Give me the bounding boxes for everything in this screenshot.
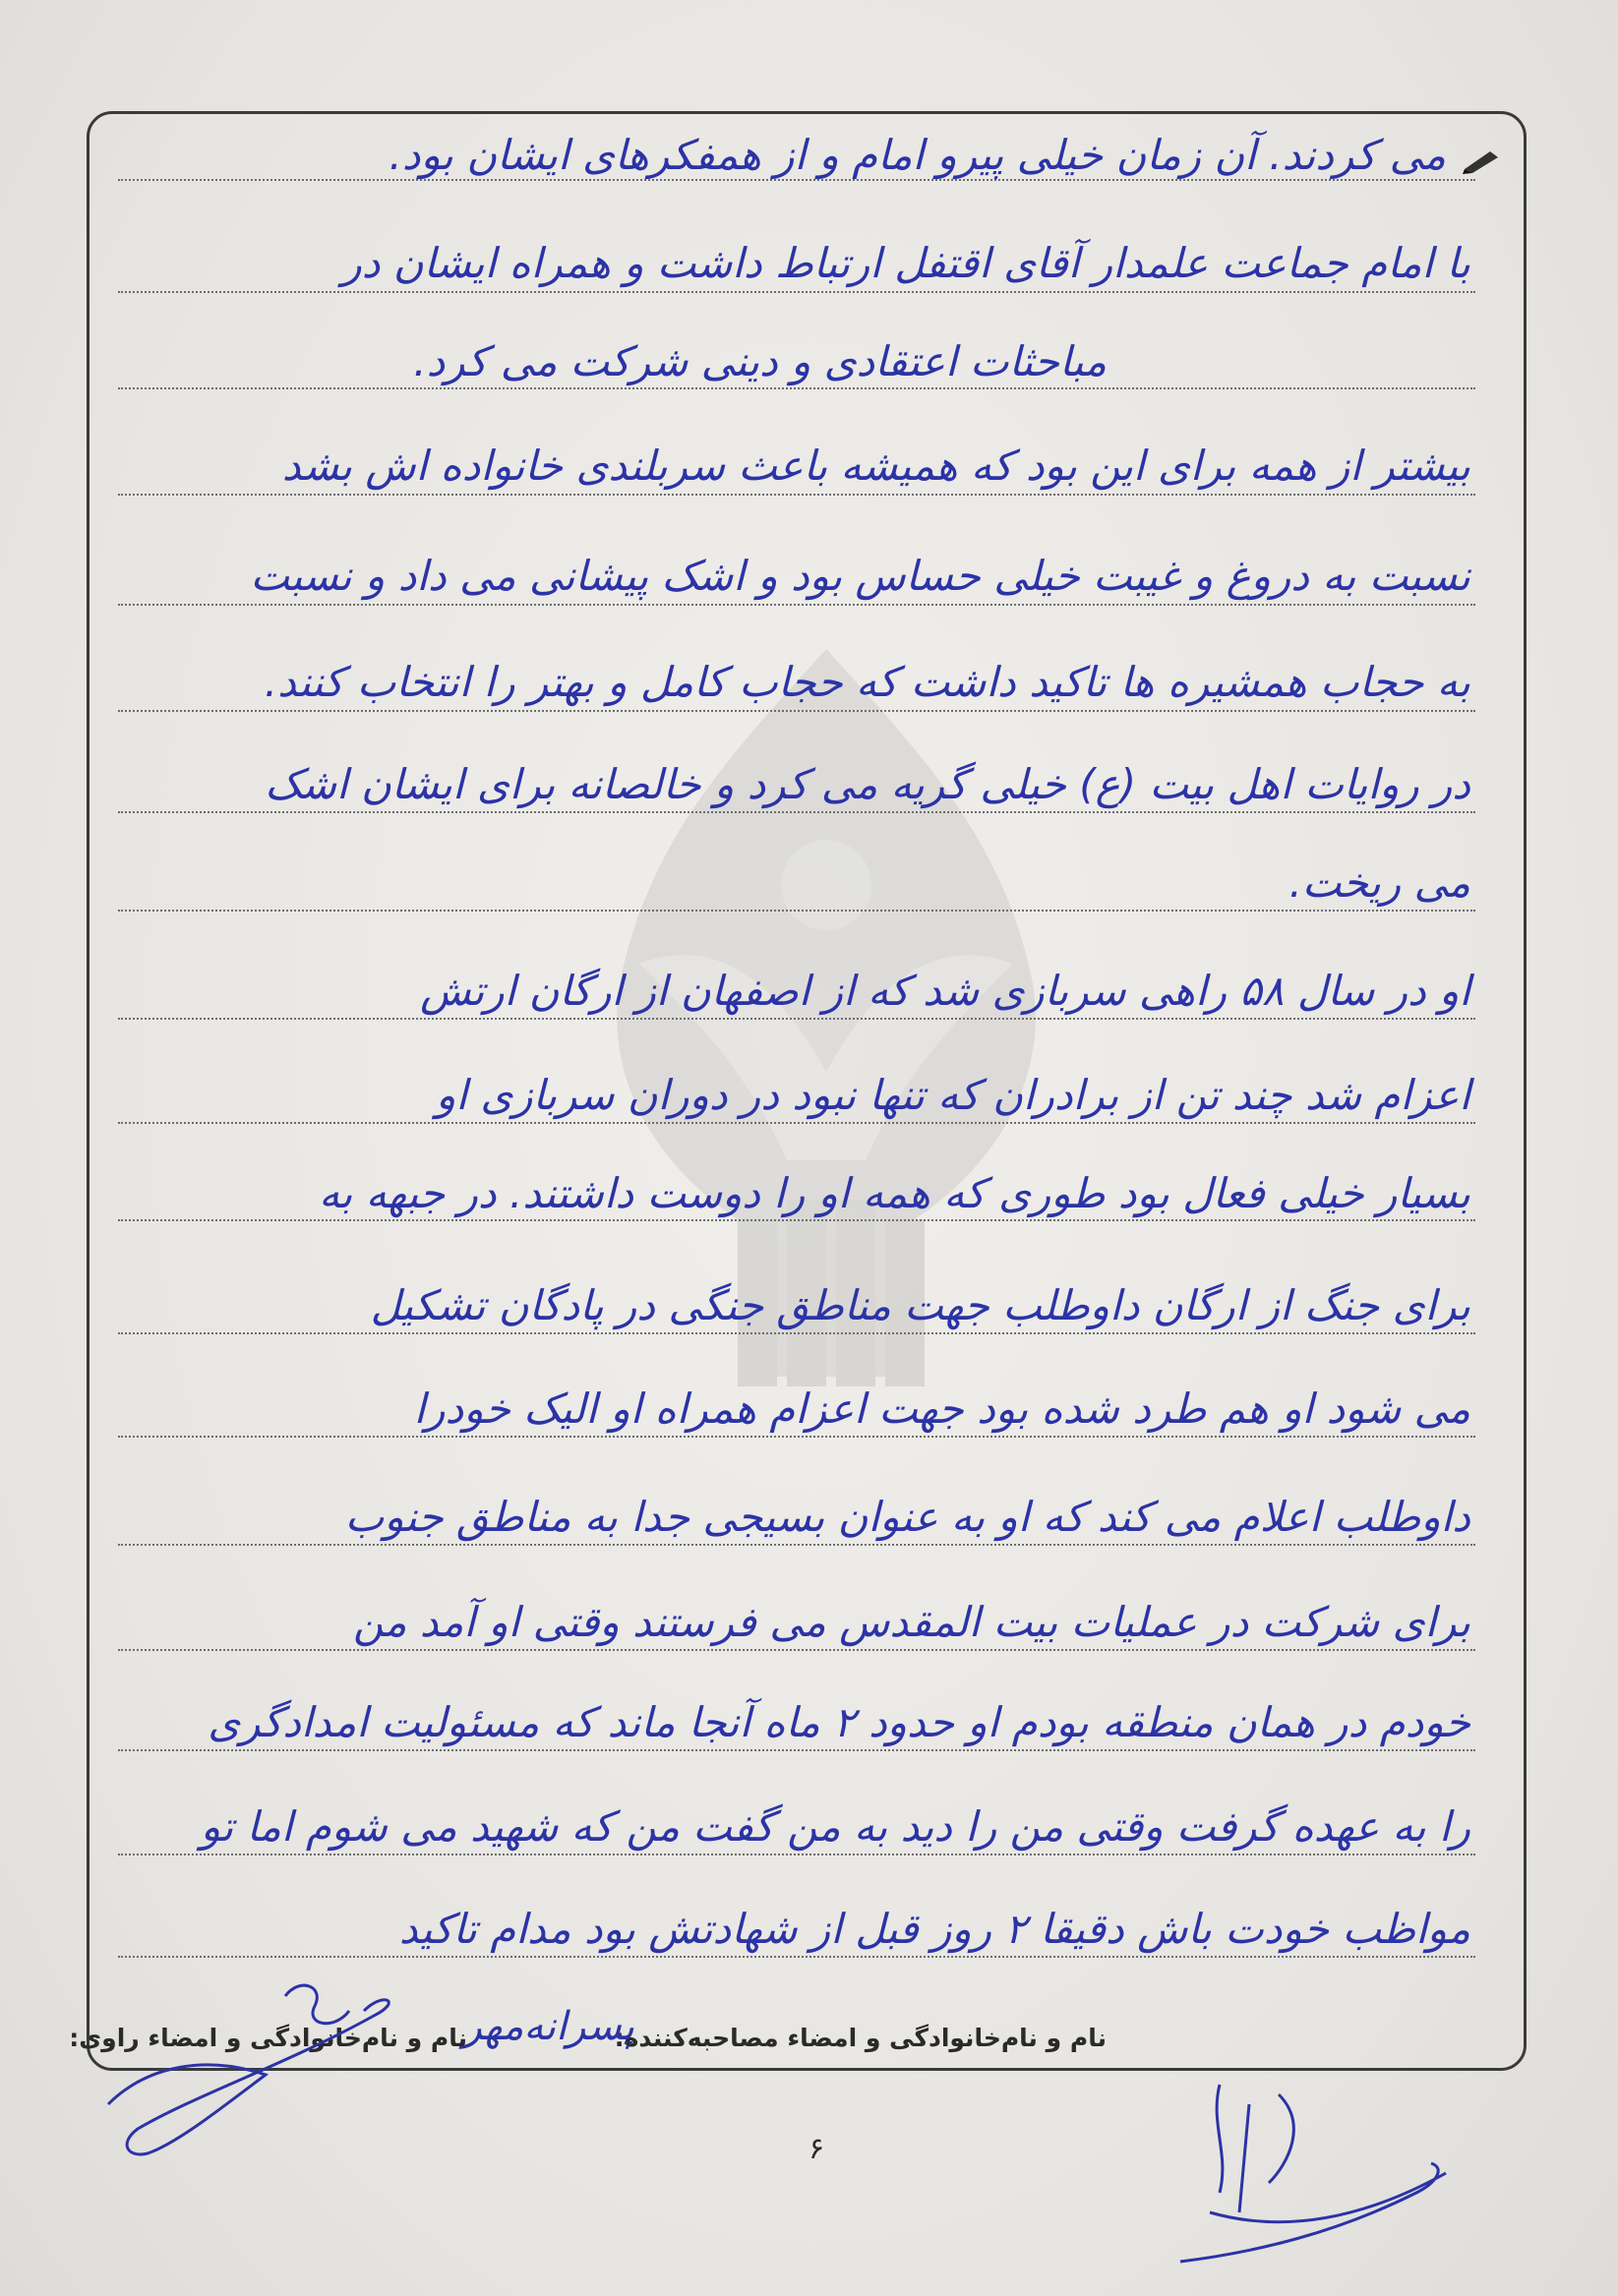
- rule-line: [118, 291, 1475, 293]
- handwritten-line: برای جنگ از ارگان داوطلب جهت مناطق جنگی در پادگان تشکیل: [370, 1281, 1470, 1329]
- signature-scribble: [984, 2065, 1495, 2291]
- page-number: ۶: [808, 2132, 825, 2166]
- rule-line: [118, 710, 1475, 712]
- handwritten-line: بیشتر از همه برای این بود که همیشه باعث سربلندی خانواده اش بشد: [281, 442, 1470, 490]
- rule-line: [118, 604, 1475, 606]
- rule-line: [118, 494, 1475, 496]
- handwritten-line: برای شرکت در عملیات بیت المقدس می فرستند وقتی او آمد من: [352, 1598, 1470, 1646]
- interviewer-label: نام و نام‌خانوادگی و امضاء مصاحبه‌کننده:: [614, 2024, 1107, 2052]
- handwritten-line: می شود او هم طرد شده بود جهت اعزام همراه او الیک خودرا: [413, 1384, 1470, 1433]
- handwritten-line: مواظب خودت باش دقیقا ۲ روز قبل از شهادتش بود مدام تاکید: [398, 1905, 1470, 1953]
- handwritten-line: اعزام شد چند تن از برادران که تنها نبود در دوران سربازی او: [436, 1071, 1470, 1119]
- handwritten-line: به حجاب همشیره ها تاکید داشت که حجاب کامل و بهتر را انتخاب کنند.: [264, 658, 1470, 706]
- signature-scribble: [89, 1957, 502, 2173]
- handwritten-line: مباحثات اعتقادی و دینی شرکت می کرد.: [413, 337, 1107, 385]
- handwritten-line: نسبت به دروغ و غیبت خیلی حساس بود و اشک پیشانی می داد و نسبت: [250, 552, 1470, 600]
- interviewer-name: پسرانه‌مهر: [462, 2004, 634, 2049]
- handwritten-line: می ریخت.: [1288, 858, 1470, 907]
- handwritten-line: با امام جماعت علمدار آقای اقتفل ارتباط داشت و همراه ایشان در: [341, 239, 1470, 287]
- handwritten-line: می کردند. آن زمان خیلی پیرو امام و از همفکرهای ایشان بود.: [389, 131, 1446, 179]
- handwritten-line: را به عهده گرفت وقتی من را دید به من گفت من که شهید می شوم اما تو: [200, 1802, 1470, 1851]
- handwritten-line: او در سال ۵۸ راهی سربازی شد که از اصفهان از ارگان ارتش: [420, 967, 1470, 1015]
- pencil-icon: [1461, 146, 1502, 175]
- handwritten-line: داوطلب اعلام می کند که او به عنوان بسیجی جدا به مناطق جنوب: [344, 1493, 1470, 1541]
- handwritten-line: بسیار خیلی فعال بود طوری که همه او را دوست داشتند. در جبهه به: [319, 1169, 1470, 1217]
- handwritten-line: خودم در همان منطقه بودم او حدود ۲ ماه آنجا ماند که مسئولیت امدادگری: [208, 1698, 1470, 1746]
- handwritten-line: در روایات اهل بیت (ع) خیلی گریه می کرد و خالصانه برای ایشان اشک: [265, 760, 1470, 808]
- narrator-label: نام و نام‌خانوادگی و امضاء راوی:: [69, 2024, 467, 2052]
